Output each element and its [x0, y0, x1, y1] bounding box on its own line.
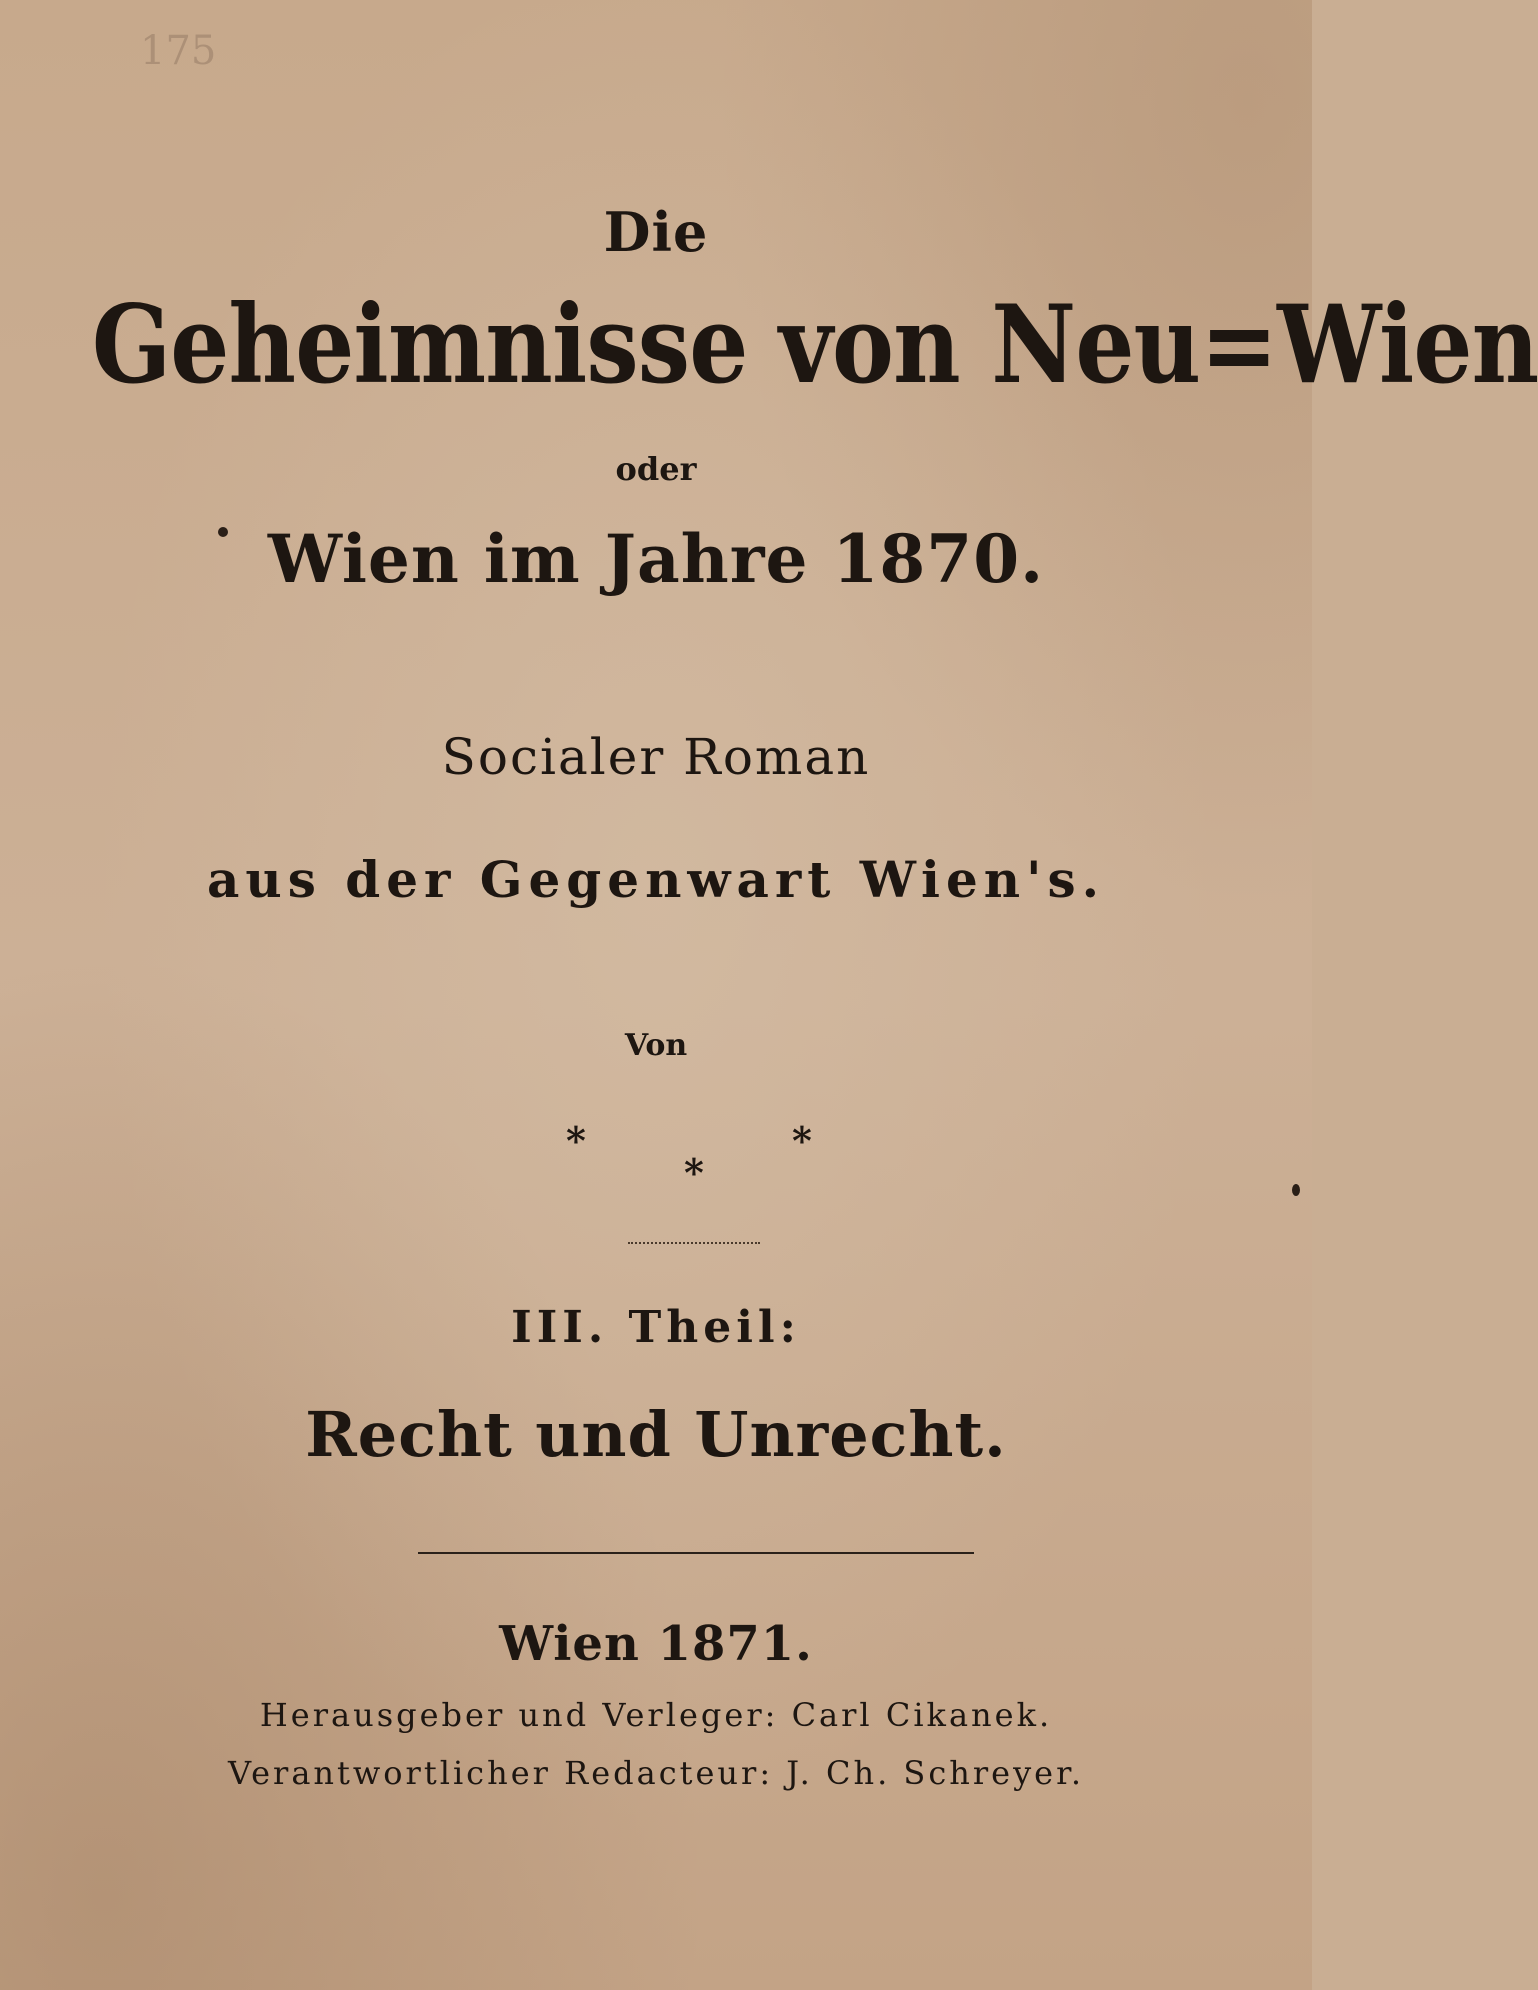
part-title: Recht und Unrecht. [305, 1398, 1007, 1471]
author-star: * [566, 1118, 586, 1163]
author-by: Von [624, 1028, 688, 1063]
ink-speck [1292, 1184, 1300, 1196]
title-article: Die [603, 200, 709, 264]
imprint-publisher: Herausgeber und Verleger: Carl Cikanek. [259, 1696, 1053, 1734]
horizontal-rule [418, 1552, 974, 1554]
subtitle: Wien im Jahre 1870. [267, 520, 1045, 598]
genre-line-1: Socialer Roman [441, 728, 871, 786]
author-star: * [684, 1150, 704, 1195]
shelfmark: 175 [140, 28, 217, 74]
dotted-separator [628, 1242, 760, 1244]
main-title: Geheimnisse von Neu=Wien [91, 282, 1538, 408]
author-star: * [792, 1118, 812, 1163]
genre-line-2: aus der Gegenwart Wien's. [206, 850, 1106, 909]
part-label: III. Theil: [511, 1302, 801, 1353]
imprint-editor: Verantwortlicher Redacteur: J. Ch. Schreyer. [227, 1754, 1085, 1792]
imprint-place-year: Wien 1871. [499, 1616, 813, 1672]
title-conjunction: oder [615, 450, 697, 488]
